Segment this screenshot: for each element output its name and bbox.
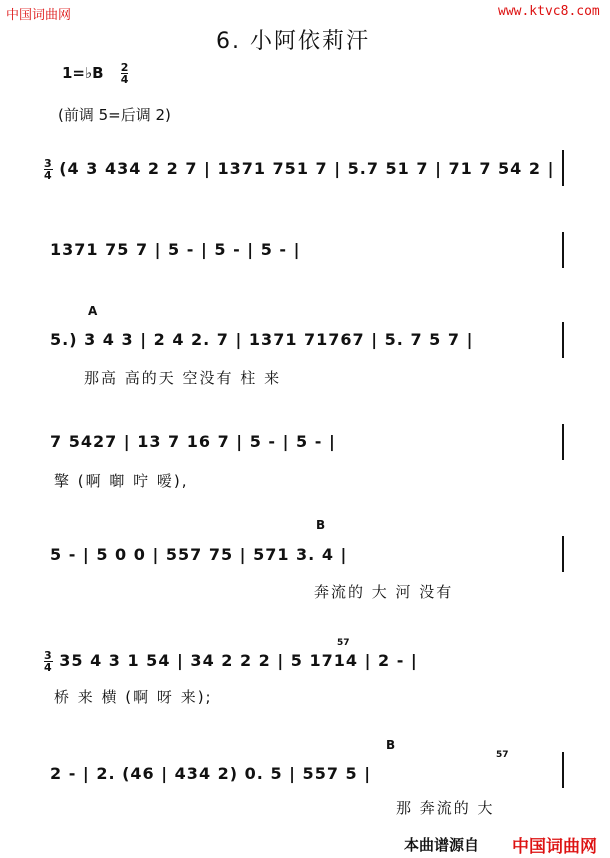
row1-notes: (4 3 434 2 2 7 | 1371 751 7 | 5.7 51 7 | 71 7 54 2 | [59,159,555,178]
modulation-note: (前调 5=后调 2) [58,106,171,124]
source-note: 本曲谱源自 [404,836,480,854]
rehearsal-mark-a: A [88,304,98,318]
grace-notes-row-7: 57 [496,750,509,760]
score-row-7 [50,764,371,783]
rehearsal-mark-b: B [316,518,326,532]
watermark-left: 中国词曲网 [6,8,72,23]
score-row-4 [50,432,336,451]
bar-line [562,232,564,268]
row5-notes: 5 - | 5 0 0 | 557 75 | 571 3. 4 | [50,545,348,564]
row6-notes: 35 4 3 1 54 | 34 2 2 2 | 5 1714 | 2 - | [59,651,418,670]
source-site: 中国词曲网 [512,837,597,857]
lyrics-row-6: 桥 来 横 (啊 呀 来); [54,688,213,706]
score-row-5 [50,545,347,564]
bar-line [562,322,564,358]
row3-notes: 5.) 3 4 3 | 2 4 2. 7 | 1371 71767 | 5. 7 5 7 | [50,330,474,349]
lyrics-row-4: 擎 (啊 啣 咛 嗳), [54,472,189,490]
lyrics-row-5: 奔流的 大 河 没有 [314,583,454,601]
score-row-6 [44,650,418,673]
grace-notes-row-6: 57 [337,638,350,648]
row2-notes: 1371 75 7 | 5 - | 5 - | 5 - | [50,240,301,259]
bar-line [562,424,564,460]
row4-notes: 7 5427 | 13 7 16 7 | 5 - | 5 - | [50,432,336,451]
lyrics-row-7: 那 奔流的 大 [396,799,495,817]
score-row-1 [44,158,554,181]
rehearsal-mark-b-2: B [386,738,396,752]
lyrics-row-3: 那高 高的天 空没有 柱 来 [84,369,282,387]
row1-time-sig: $\frac{3}{4}$ [44,157,53,182]
bar-line [562,752,564,788]
score-row-2 [50,240,300,259]
row7-notes: 2 - | 2. (46 | 434 2) 0. 5 | 557 5 | [50,764,372,783]
page-title: 6. 小阿依莉汗 [216,29,370,54]
key-signature [62,62,128,85]
time-signature: $\frac{2}{4}$ [120,61,129,86]
row6-time-sig: $\frac{3}{4}$ [44,649,53,674]
bar-line [562,536,564,572]
key-text: 1=♭B [62,64,104,82]
score-row-3 [50,330,473,349]
watermark-right: www.ktvc8.com [498,4,600,19]
bar-line [562,150,564,186]
